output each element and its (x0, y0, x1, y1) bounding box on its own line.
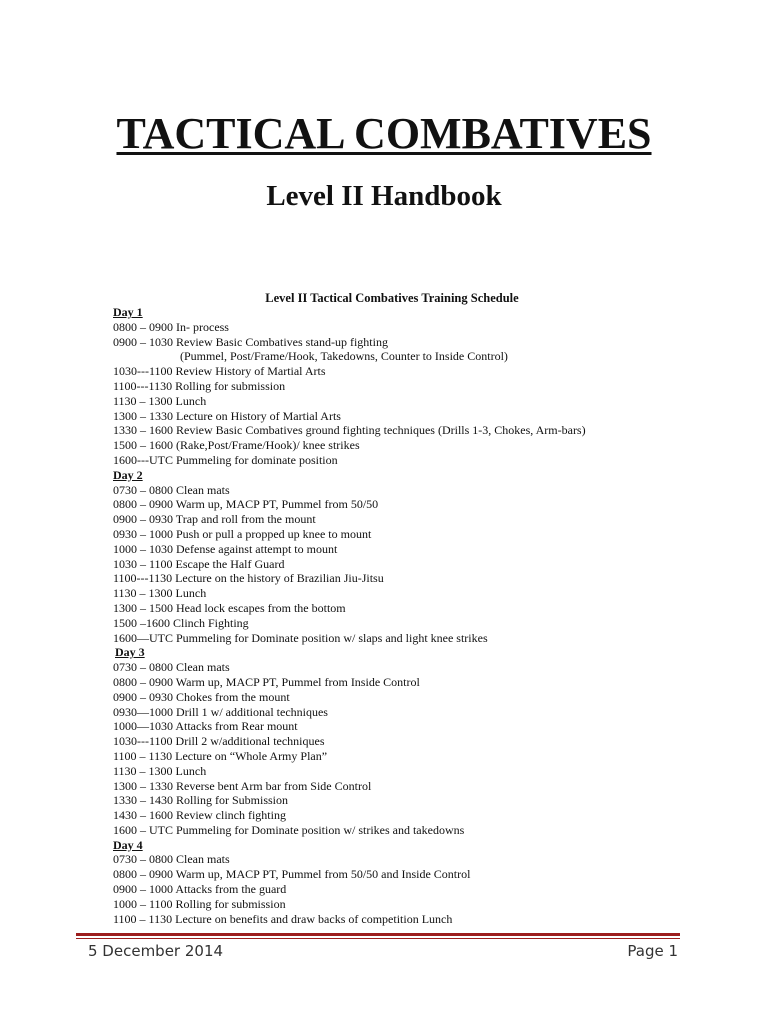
schedule-line: 0900 – 0930 Chokes from the mount (113, 689, 290, 704)
schedule-line: 0900 – 1000 Attacks from the guard (113, 882, 287, 897)
schedule-line: 1130 – 1300 Lunch (113, 586, 207, 601)
footer-date: 5 December 2014 (88, 942, 224, 960)
day-heading (113, 645, 733, 660)
schedule-line: 1130 – 1300 Lunch (113, 393, 207, 408)
schedule-line: 0800 – 0900 Warm up, MACP PT, Pummel from 50/50 (113, 497, 379, 512)
schedule-line: 1500 –1600 Clinch Fighting (113, 615, 249, 630)
schedule-line: 0900 – 0930 Trap and roll from the mount (113, 512, 316, 527)
day-label: Day 3 (115, 645, 145, 660)
schedule-line: 1330 – 1600 Review Basic Combatives ground fighting techniques (Drills 1-3, Chokes, Arm-bars) (113, 423, 586, 438)
day-heading (113, 468, 733, 483)
schedule-line: 0800 – 0900 Warm up, MACP PT, Pummel from Inside Control (113, 674, 420, 689)
footer-divider-thin (76, 938, 680, 939)
schedule-line: 0900 – 1030 Review Basic Combatives stand-up fighting (113, 334, 388, 349)
schedule-line: 1600 – UTC Pummeling for Dominate position w/ strikes and takedowns (113, 822, 465, 837)
schedule-line: 1030 – 1100 Escape the Half Guard (113, 556, 285, 571)
schedule-line: 1430 – 1600 Review clinch fighting (113, 808, 286, 823)
document-title: TACTICAL COMBATIVES (116, 109, 652, 158)
schedule-line: 0930—1000 Drill 1 w/ additional techniques (113, 704, 328, 719)
schedule-line: 1300 – 1500 Head lock escapes from the bottom (113, 600, 346, 615)
schedule-line: 1330 – 1430 Rolling for Submission (113, 793, 289, 808)
schedule-line: 1300 – 1330 Lecture on History of Martial Arts (113, 408, 341, 423)
schedule-line: 1100 – 1130 Lecture on “Whole Army Plan” (113, 748, 328, 763)
schedule-line: 1030---1100 Review History of Martial Arts (113, 364, 326, 379)
schedule-line: 0800 – 0900 In- process (113, 319, 229, 334)
schedule-title: Level II Tactical Combatives Training Schedule (265, 291, 519, 305)
schedule-line: 1130 – 1300 Lunch (113, 763, 207, 778)
day-heading (113, 838, 733, 853)
footer-divider (76, 933, 680, 936)
footer-page-number: Page 1 (627, 942, 678, 960)
schedule-line: 0800 – 0900 Warm up, MACP PT, Pummel from 50/50 and Inside Control (113, 867, 471, 882)
schedule-line: 1000 – 1100 Rolling for submission (113, 896, 286, 911)
day-label: Day 1 (113, 305, 143, 319)
document-subtitle: Level II Handbook (266, 180, 502, 212)
schedule-line: 1600—UTC Pummeling for Dominate position w/ slaps and light knee strikes (113, 630, 488, 645)
schedule-line: 1100---1130 Lecture on the history of Brazilian Jiu-Jitsu (113, 571, 384, 586)
schedule-line: 0730 – 0800 Clean mats (113, 660, 230, 675)
schedule-line: 1300 – 1330 Reverse bent Arm bar from Side Control (113, 778, 372, 793)
schedule-line: 0930 – 1000 Push or pull a propped up knee to mount (113, 526, 372, 541)
training-schedule (113, 305, 733, 926)
schedule-line: (Pummel, Post/Frame/Hook, Takedowns, Counter to Inside Control) (180, 349, 508, 364)
day-label: Day 4 (113, 837, 143, 852)
schedule-line: 1030---1100 Drill 2 w/additional techniques (113, 734, 325, 749)
schedule-line: 1100---1130 Rolling for submission (113, 378, 286, 393)
schedule-line: 1100 – 1130 Lecture on benefits and draw backs of competition Lunch (113, 911, 453, 926)
schedule-line: 1000—1030 Attacks from Rear mount (113, 719, 298, 734)
schedule-line: 0730 – 0800 Clean mats (113, 852, 230, 867)
schedule-line: 1600---UTC Pummeling for dominate position (113, 452, 338, 467)
schedule-line: 1000 – 1030 Defense against attempt to mount (113, 541, 338, 556)
schedule-line: 1500 – 1600 (Rake,Post/Frame/Hook)/ knee strikes (113, 438, 360, 453)
schedule-line: 0730 – 0800 Clean mats (113, 482, 230, 497)
day-label: Day 2 (113, 467, 143, 482)
day-heading (113, 305, 733, 320)
